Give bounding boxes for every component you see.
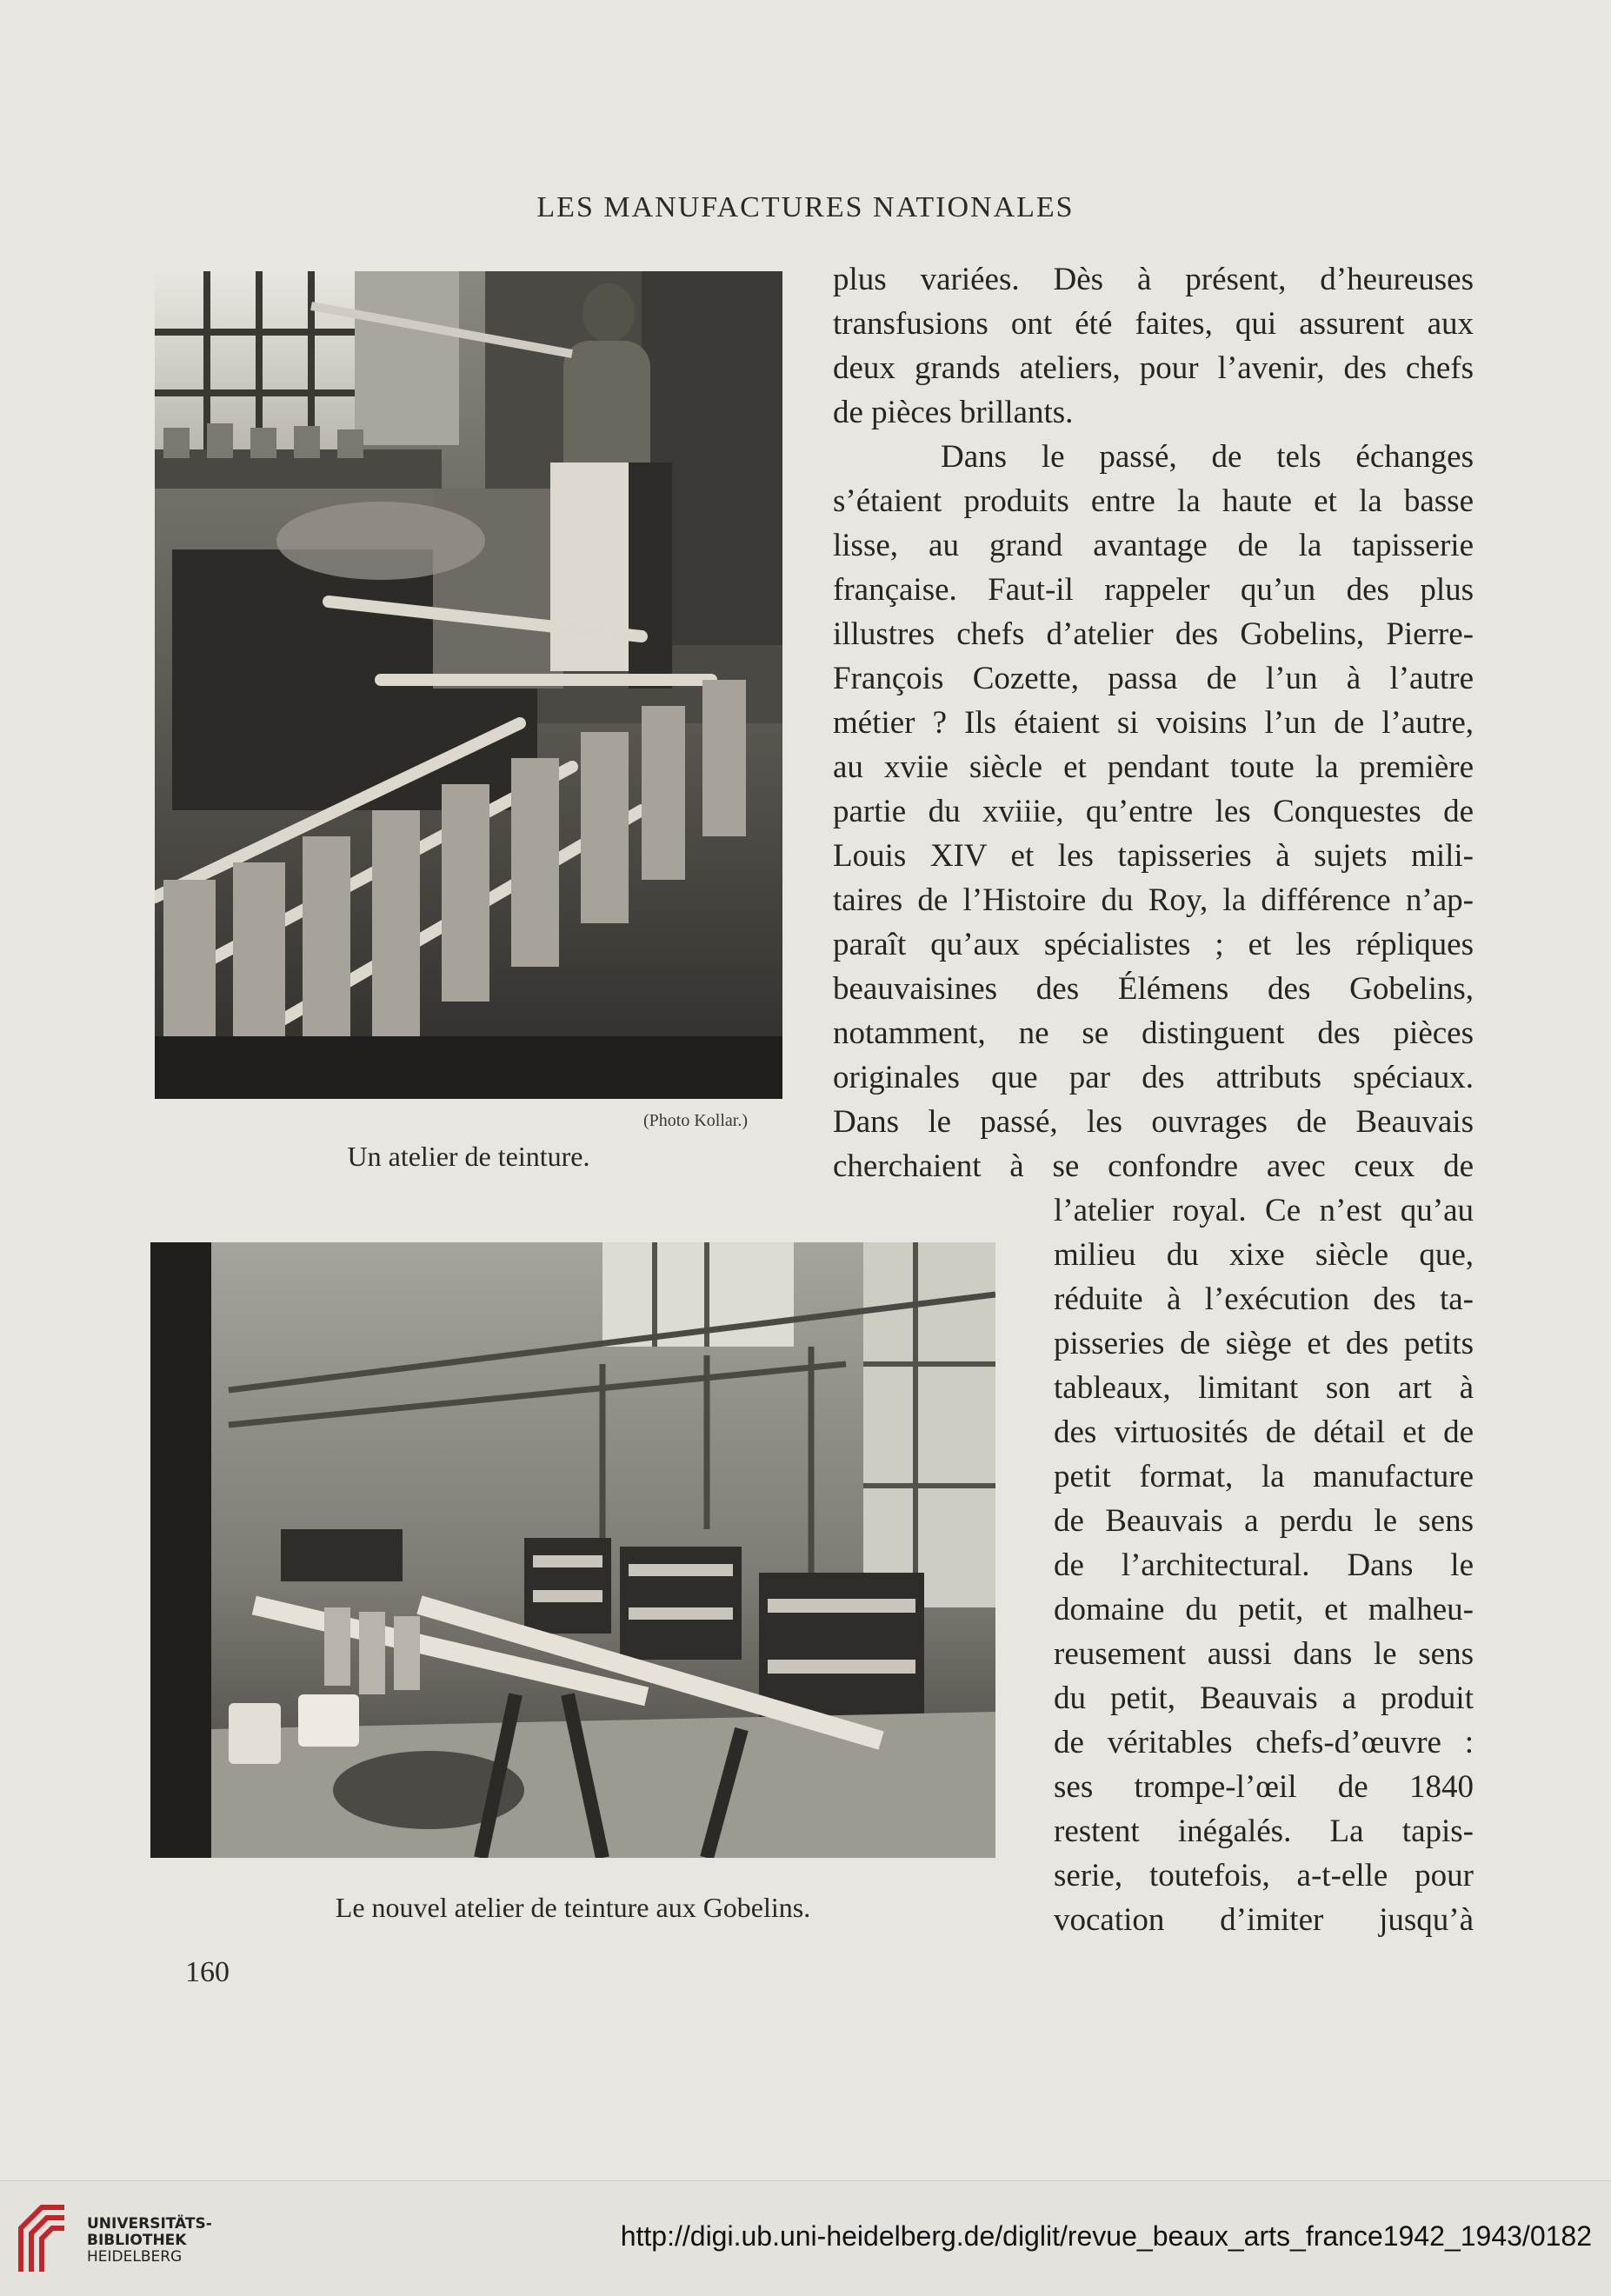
library-logo-icon xyxy=(16,2202,70,2275)
photo-credit: (Photo Kollar.) xyxy=(643,1111,748,1130)
text-line: Dans le passé, les ouvrages de Beauvais xyxy=(833,1104,1474,1140)
text-line: réduite à l’exécution des ta- xyxy=(1054,1281,1474,1317)
figure1-caption: Un atelier de teinture. xyxy=(347,1141,590,1172)
text-line: de véritables chefs-d’œuvre : xyxy=(1054,1725,1474,1760)
text-line: transfusions ont été faites, qui assurent aux xyxy=(833,306,1474,342)
text-line: pisseries de siège et des petits xyxy=(1054,1326,1474,1361)
page-number: 160 xyxy=(185,1956,230,1988)
text-line: milieu du xixe siècle que, xyxy=(1054,1237,1474,1273)
text-line: paraît qu’aux spécialistes ; et les répliques xyxy=(833,927,1474,962)
text-line: lisse, au grand avantage de la tapisserie xyxy=(833,528,1474,563)
footer-bar xyxy=(0,2180,1611,2296)
text-line: du petit, Beauvais a produit xyxy=(1054,1680,1474,1716)
text-line: serie, toutefois, a-t-elle pour xyxy=(1054,1858,1474,1893)
text-line: taires de l’Histoire du Roy, la différence n’ap- xyxy=(833,882,1474,918)
text-line: illustres chefs d’atelier des Gobelins, Pierre- xyxy=(833,616,1474,652)
text-line: reusement aussi dans le sens xyxy=(1054,1636,1474,1672)
text-line: François Cozette, passa de l’un à l’autre xyxy=(833,661,1474,696)
text-line: restent inégalés. La tapis- xyxy=(1054,1814,1474,1849)
text-line: notamment, ne se distinguent des pièces xyxy=(833,1015,1474,1051)
text-line: Dans le passé, de tels échanges xyxy=(941,439,1474,475)
figure2-caption: Le nouvel atelier de teinture aux Gobelins. xyxy=(335,1892,811,1923)
text-line: cherchaient à se confondre avec ceux de xyxy=(833,1148,1474,1184)
text-line: s’étaient produits entre la haute et la basse xyxy=(833,483,1474,519)
text-line: domaine du petit, et malheu- xyxy=(1054,1592,1474,1627)
text-line: Louis XIV et les tapisseries à sujets mili- xyxy=(833,838,1474,874)
library-name-line: BIBLIOTHEK xyxy=(87,2232,187,2249)
library-name-line: UNIVERSITÄTS- xyxy=(87,2215,212,2233)
text-line: de pièces brillants. xyxy=(833,395,1074,430)
text-line: beauvaisines des Élémens des Gobelins, xyxy=(833,971,1474,1007)
text-line: petit format, la manufacture xyxy=(1054,1459,1474,1494)
text-line: tableaux, limitant son art à xyxy=(1054,1370,1474,1406)
text-line: partie du xviiie, qu’entre les Conquestes de xyxy=(833,794,1474,829)
text-line: de l’architectural. Dans le xyxy=(1054,1547,1474,1583)
source-url-link[interactable]: http://digi.ub.uni-heidelberg.de/diglit/revue_beaux_arts_france1942_1943/0182 xyxy=(620,2220,1592,2252)
text-line: ses trompe-l’œil de 1840 xyxy=(1054,1769,1474,1805)
text-line: plus variées. Dès à présent, d’heureuses xyxy=(833,262,1474,297)
text-line: originales que par des attributs spéciaux. xyxy=(833,1060,1474,1095)
text-line: l’atelier royal. Ce n’est qu’au xyxy=(1054,1193,1474,1228)
text-line: vocation d’imiter jusqu’à xyxy=(1054,1902,1474,1938)
text-line: métier ? Ils étaient si voisins l’un de l’autre, xyxy=(833,705,1474,741)
running-head: LES MANUFACTURES NATIONALES xyxy=(536,191,1075,223)
library-name xyxy=(87,2216,212,2266)
text-line: de Beauvais a perdu le sens xyxy=(1054,1503,1474,1539)
library-name-line: HEIDELBERG xyxy=(87,2248,183,2266)
text-line: des virtuosités de détail et de xyxy=(1054,1414,1474,1450)
text-line: française. Faut-il rappeler qu’un des plus xyxy=(833,572,1474,608)
text-line: deux grands ateliers, pour l’avenir, des chefs xyxy=(833,350,1474,386)
text-line: au xviie siècle et pendant toute la première xyxy=(833,749,1474,785)
